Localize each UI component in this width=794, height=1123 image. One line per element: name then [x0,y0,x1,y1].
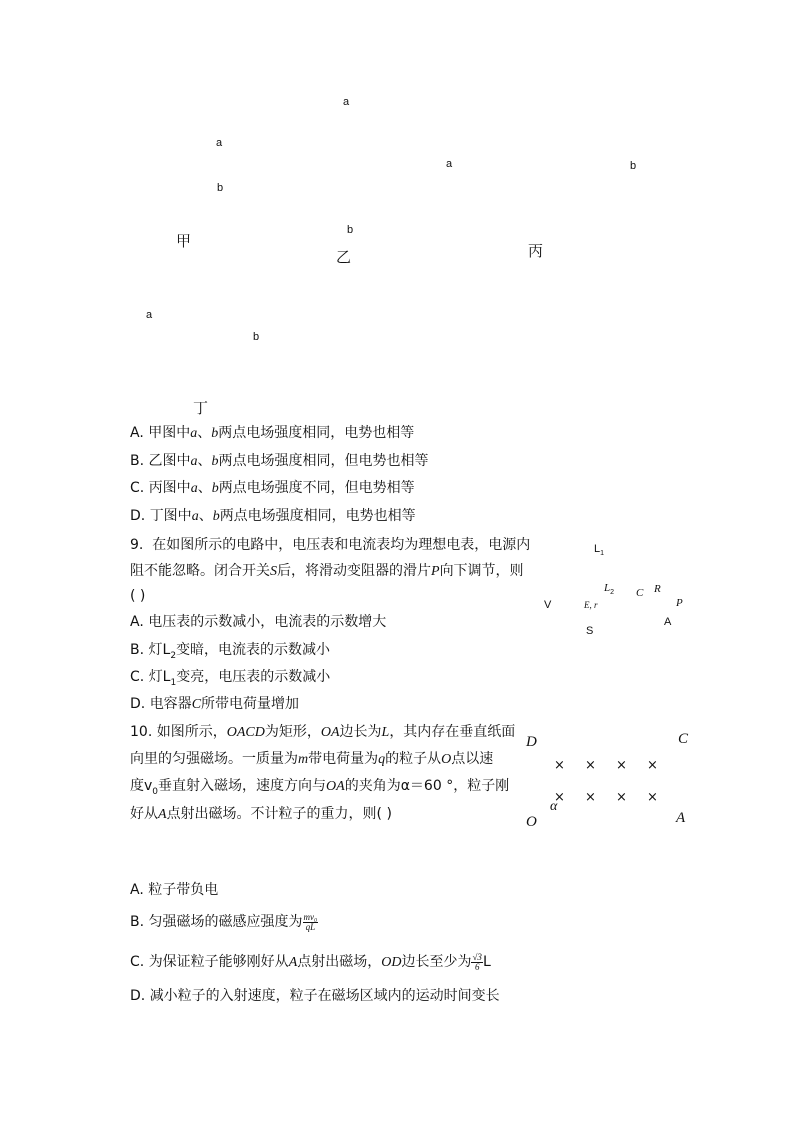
bing-point-b: b [630,160,637,172]
option-text: 两点电场强度相同，电势也相等 [219,508,416,524]
fraction-den: qL [305,921,316,932]
option-text: 电压表的示数减小，电流表的示数增大 [148,614,387,630]
field-cross-icon: × [647,790,658,805]
q10-text: 好从 [130,806,158,822]
q9-line1 [130,535,530,555]
option-letter: C. [130,480,145,496]
q10-line2 [130,749,493,770]
q10-line1 [130,722,515,743]
circuit-label-p: P [676,597,683,609]
yi-point-b: b [347,224,354,236]
q8-option-d: D. 丁图中a、b两点电场强度相同，电势也相等 [130,508,416,524]
voltmeter-icon: V [544,599,552,611]
bing-point-a: a [446,158,453,170]
circuit-label-s: S [586,625,594,637]
option-letter: B. [130,642,145,658]
q10-text: 向里的匀强磁场。一质量为 [130,751,298,767]
option-var: OD [381,955,402,970]
option-text: 边长至少为 [401,954,472,970]
q9-option-a [130,612,386,632]
ammeter-icon: A [664,616,672,628]
q10-text: 度v [130,778,153,794]
field-cross-icon: × [585,758,596,773]
q10-text: 点射出磁场。不计粒子的重力，则( ) [166,806,392,822]
vertex-d-label: D [526,734,537,750]
label-sub: 1 [600,550,605,558]
q10-text: 点以速 [451,751,494,767]
label-sub: 2 [610,589,615,597]
option-text: 电容器 [149,696,192,712]
fraction [471,953,482,972]
bing-caption: 丙 [528,242,544,260]
q10-text: 的夹角为α＝60 °，粒子刚 [344,778,510,794]
option-text: 灯L [148,669,171,685]
q10-line3 [130,776,509,802]
circuit-label-l2 [604,582,614,596]
yi-caption: 乙 [336,248,352,266]
q8-option-b: B. 乙图中a、b两点电场强度相同，但电势也相等 [130,453,429,469]
q10-var: O [441,752,452,767]
q9-option-c [130,667,330,693]
option-letter: D. [130,988,146,1004]
q9-number: 9. [130,537,144,553]
field-cross-icon: × [585,790,596,805]
q10-option-d [130,986,500,1006]
option-letter: B. [130,453,145,469]
field-cross-icon: × [616,758,627,773]
label-text: L [594,543,601,555]
option-fig: 丙图中 [148,480,191,496]
q10-var: A [158,807,167,822]
option-var: A [288,955,298,970]
option-var: C [191,697,202,712]
option-letter: A. [130,882,144,898]
fraction-den: 6 [474,961,480,972]
q9-text: 阻不能忽略。闭合开关 [130,563,270,579]
circuit-label-l1 [594,543,604,557]
option-letter: D. [130,696,146,712]
q10-var: L [381,725,390,740]
q10-option-a [130,880,218,900]
q10-option-c [130,952,491,973]
field-cross-icon: × [647,758,658,773]
q8-option-a: A. 甲图中a、b两点电场强度相同，电势也相等 [130,425,415,441]
q9-var-s: S [270,564,277,579]
option-letter: A. [130,614,144,630]
ding-point-b: b [253,331,260,343]
q10-text: 如图所示， [156,724,227,740]
option-letter: C. [130,669,145,685]
jia-point-b: b [217,182,224,194]
q10-text: 带电荷量为 [308,751,379,767]
option-sub: 1 [170,677,177,688]
option-text: 为保证粒子能够刚好从 [148,954,289,970]
option-sub: 2 [170,650,177,661]
vertex-c-label: C [678,731,689,747]
ding-point-a: a [146,309,153,321]
q9-text: 后，将滑动变阻器的滑片 [277,563,431,579]
field-cross-icon: × [554,758,565,773]
fraction-num: mv₀ [303,911,318,922]
q10-var: m [298,752,309,767]
q10-option-b [130,912,318,932]
q10-sub: 0 [152,786,159,797]
vertex-o-label: O [526,814,537,830]
option-text: 两点电场强度相同，但电势也相等 [218,453,429,469]
option-text: 灯L [148,642,171,658]
option-text: 减小粒子的入射速度，粒子在磁场区域内的运动时间变长 [149,988,500,1004]
circuit-label-c: C [636,587,644,599]
fraction-num: √3 [472,951,482,962]
q10-line4 [130,804,392,825]
q10-var: OA [320,725,340,740]
q10-text: 为矩形， [264,724,321,740]
option-text: 两点电场强度相同，电势也相等 [218,425,415,441]
q10-text: 的粒子从 [385,751,442,767]
option-text: 点射出磁场， [297,954,382,970]
q9-option-d [130,694,299,715]
vertex-a-label: A [676,810,686,826]
option-letter: C. [130,954,145,970]
q9-line2 [130,561,524,582]
q9-text1: 在如图所示的电路中，电压表和电流表均为理想电表，电源内 [152,537,531,553]
q9-text: 向下调节，则 [439,563,524,579]
q10-text: ，其内存在垂直纸面 [389,724,516,740]
field-cross-icon: × [554,790,565,805]
field-cross-icon: × [616,790,627,805]
ding-caption: 丁 [193,399,209,417]
q10-var: OA [326,779,345,794]
option-text: 两点电场强度不同，但电势相等 [218,480,415,496]
option-text: 变亮，电压表的示数减小 [176,669,331,685]
option-fig: 甲图中 [148,425,191,441]
fraction [303,913,319,932]
label-text: L [604,582,611,594]
option-text: 粒子带负电 [148,882,219,898]
q10-var: OACD [226,725,265,740]
q10-number: 10. [130,724,153,740]
q9-line3: ( ) [130,588,146,604]
option-letter: A. [130,425,144,441]
option-letter: B. [130,914,145,930]
jia-point-a: a [216,137,223,149]
option-text: 匀强磁场的磁感应强度为 [148,914,303,930]
yi-point-a: a [343,96,350,108]
option-text: 所带电荷量增加 [201,696,300,712]
circuit-label-r: R [654,583,661,595]
option-fig: 丁图中 [149,508,192,524]
q10-var: q [378,752,386,767]
q10-text: 边长为 [339,724,382,740]
q10-text: 垂直射入磁场，速度方向与 [158,778,327,794]
option-text: 变暗，电流表的示数减小 [176,642,331,658]
angle-alpha-label: α [550,799,558,814]
option-fig: 乙图中 [148,453,191,469]
q9-var-p: P [431,564,440,579]
q8-option-c: C. 丙图中a、b两点电场强度不同，但电势相等 [130,480,415,496]
option-letter: D. [130,508,146,524]
jia-caption: 甲 [176,232,192,250]
circuit-label-e: E, r [584,600,598,610]
q9-option-b [130,640,330,666]
option-text: L [482,954,491,970]
